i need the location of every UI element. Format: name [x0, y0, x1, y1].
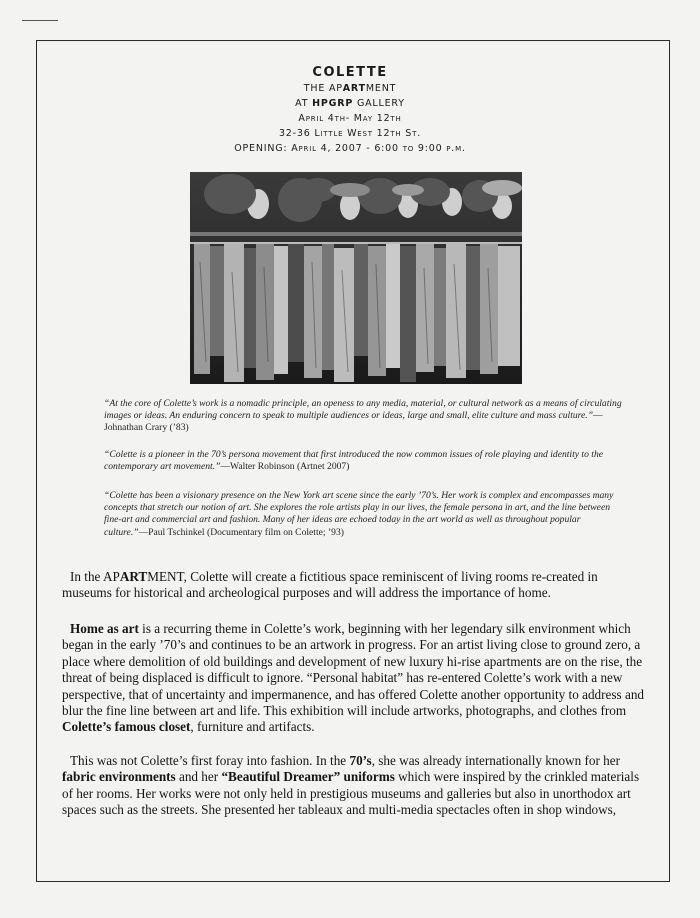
- artist-title: COLETTE: [312, 65, 388, 80]
- quote-robinson: “Colette is a pioneer in the 70’s persona movement that first introduced the now common issues of role playing and identity to the contemporary art movement.”—Walter Robinson (Artnet 2007): [104, 449, 604, 473]
- opening-reception: OPENING: April 4, 2007 - 6:00 to 9:00 p.m.: [234, 143, 466, 154]
- closet-photo: [190, 172, 522, 384]
- exhibition-name: THE APARTMENT: [303, 83, 397, 94]
- quote-tschinkel: “Colette has been a visionary presence on the New York art scene since the early ’70’s. Her work is complex and encompasses many concepts that stretch our notion of art. She explores the role artists play in our lives, the female persona in art, and the line between fine-art and commercial art and fashion. Many of her ideas are echoed today in the art world as well as throughout popular culture.”—Paul Tschinkel (Documentary film on Colette; ’93): [104, 490, 614, 538]
- exhibition-dates: April 4th- May 12th: [298, 113, 402, 124]
- gallery-line: AT HPGRP GALLERY: [295, 98, 405, 109]
- gallery-address: 32-36 Little West 12th St.: [278, 128, 422, 139]
- quote-crary: “At the core of Colette’s work is a nomadic principle, an openess to any media, material, or cultural network as a means of circulating images or ideas. An enduring concern to speak to multiple audiences or ideas, large and small, elite culture and mass culture.”—Johnathan Crary (’83): [104, 398, 622, 434]
- exhibition-header: [0, 64, 700, 156]
- paragraph-apartment: In the APARTMENT, Colette will create a fictitious space reminiscent of living rooms re-created in museums for historical and archeological purposes and will address the importance of home.: [62, 569, 598, 601]
- paragraph-home-as-art: Home as art is a recurring theme in Colette’s work, beginning with her legendary silk environment which began in the early ’70’s and continues to be an artwork in progress. For an artist living close to ground zero, a place where demolition of old buildings and development of new luxury hi-rise apartments are on the rise, the threat of being displaced is difficult to ignore. “Personal habitat” has re-entered Colette’s work with a new perspective, that of uncertainty and impermanence, and has offered Colette another opportunity to address and blur the fine line between art and life. This exhibition will include artworks, photographs, and clothes from Colette’s famous closet, furniture and artifacts.: [62, 621, 645, 735]
- scan-corner-mark: [22, 20, 58, 21]
- paragraph-fashion: This was not Colette’s first foray into fashion. In the 70’s, she was already internationally known for her fabric environments and her “Beautiful Dreamer” uniforms which were inspired by the crinkled materials of her rooms. Her works were not only held in prestigious museums and galleries but also in unorthodox art spaces such as the streets. She presented her tableaux and multi-media spectacles often in shop windows,: [62, 753, 640, 818]
